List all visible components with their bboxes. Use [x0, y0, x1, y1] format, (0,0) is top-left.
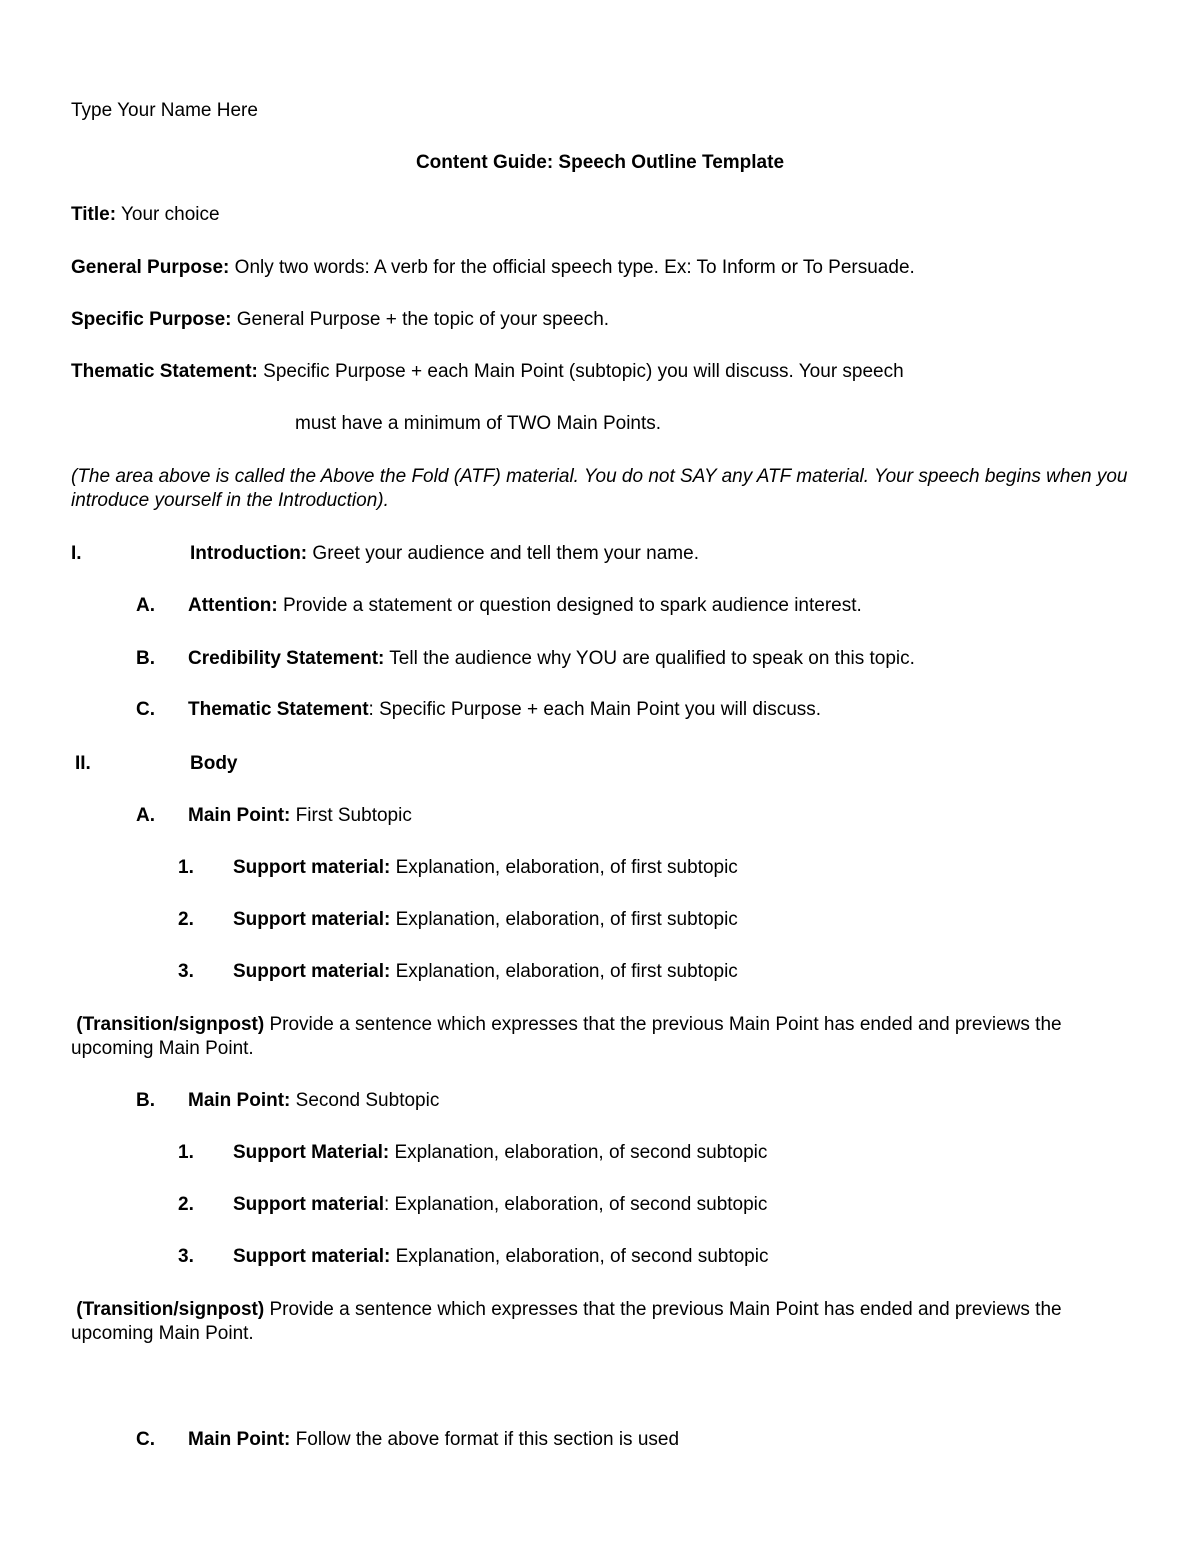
- main-point-c-text: Follow the above format if this section is used: [290, 1429, 680, 1450]
- specific-purpose-label: Specific Purpose:: [71, 309, 232, 330]
- thematic-statement-field: [71, 360, 904, 384]
- support-b3-label: Support material:: [233, 1246, 391, 1267]
- support-a3-marker: 3.: [178, 961, 194, 982]
- support-a3-text: Explanation, elaboration, of first subtopic: [390, 961, 738, 982]
- intro-marker-b: B.: [136, 648, 155, 669]
- attention-text: Provide a statement or question designed to spark audience interest.: [277, 595, 862, 616]
- support-b2: [233, 1193, 767, 1217]
- name-line: Type Your Name Here: [71, 100, 258, 121]
- title-field: [71, 203, 220, 227]
- intro-marker-a: A.: [136, 595, 155, 616]
- support-a2-label: Support material:: [233, 909, 391, 930]
- main-point-b-text: Second Subtopic: [290, 1090, 440, 1111]
- support-b1-marker: 1.: [178, 1142, 194, 1163]
- intro-item-credibility: [188, 647, 915, 671]
- numeral-intro: I.: [71, 543, 82, 564]
- support-b2-text: : Explanation, elaboration, of second subtopic: [383, 1194, 768, 1215]
- intro-marker-c: C.: [136, 699, 155, 720]
- main-point-a-text: First Subtopic: [290, 805, 412, 826]
- specific-purpose-field: [71, 308, 609, 332]
- body-marker-b: B.: [136, 1090, 155, 1111]
- main-point-a-label: Main Point:: [188, 805, 291, 826]
- body-marker-a: A.: [136, 805, 155, 826]
- support-a3-label: Support material:: [233, 961, 391, 982]
- main-point-b: [188, 1089, 439, 1113]
- support-a3: [233, 960, 738, 984]
- document-title: Content Guide: Speech Outline Template: [415, 152, 785, 173]
- title-text: Your choice: [116, 204, 220, 225]
- support-a2-text: Explanation, elaboration, of first subtopic: [390, 909, 738, 930]
- introduction-heading: [190, 542, 699, 566]
- intro-thematic-text: : Specific Purpose + each Main Point you will discuss.: [368, 699, 822, 720]
- transition-1-text: Provide a sentence which expresses that the previous Main Point has ended and previews the upcoming Main Point.: [71, 1014, 1062, 1059]
- intro-thematic-label: Thematic Statement: [188, 699, 369, 720]
- thematic-statement-label: Thematic Statement:: [71, 361, 258, 382]
- support-a1-text: Explanation, elaboration, of first subtopic: [390, 857, 738, 878]
- main-point-c-label: Main Point:: [188, 1429, 291, 1450]
- transition-2-label: (Transition/signpost): [76, 1299, 265, 1320]
- support-b2-label: Support material: [233, 1194, 384, 1215]
- transition-2-text: Provide a sentence which expresses that the previous Main Point has ended and previews the upcoming Main Point.: [71, 1299, 1062, 1344]
- support-a2-marker: 2.: [178, 909, 194, 930]
- credibility-text: Tell the audience why YOU are qualified to speak on this topic.: [384, 648, 915, 669]
- specific-purpose-text: General Purpose + the topic of your speech.: [231, 309, 610, 330]
- introduction-text: Greet your audience and tell them your name.: [307, 543, 699, 564]
- support-a1-marker: 1.: [178, 857, 194, 878]
- transition-1: [71, 1013, 1131, 1061]
- atf-note: (The area above is called the Above the Fold (ATF) material. You do not SAY any ATF material. Your speech begins when you introduce yourself in the Introduction).: [71, 466, 1128, 511]
- numeral-body: II.: [75, 753, 91, 774]
- transition-1-label: (Transition/signpost): [76, 1014, 265, 1035]
- support-a1: [233, 856, 738, 880]
- main-point-b-label: Main Point:: [188, 1090, 291, 1111]
- support-b1-label: Support Material:: [233, 1142, 390, 1163]
- body-marker-c: C.: [136, 1429, 155, 1450]
- intro-item-thematic: [188, 698, 821, 722]
- main-point-a: [188, 804, 412, 828]
- support-b1-text: Explanation, elaboration, of second subtopic: [389, 1142, 768, 1163]
- support-b3-marker: 3.: [178, 1246, 194, 1267]
- body-heading: Body: [190, 753, 238, 774]
- main-point-c: [188, 1428, 679, 1452]
- attention-label: Attention:: [188, 595, 278, 616]
- support-b2-marker: 2.: [178, 1194, 194, 1215]
- title-label: Title:: [71, 204, 117, 225]
- general-purpose-field: [71, 256, 915, 280]
- credibility-label: Credibility Statement:: [188, 648, 385, 669]
- general-purpose-text: Only two words: A verb for the official speech type. Ex: To Inform or To Persuade.: [229, 257, 915, 278]
- support-b3: [233, 1245, 768, 1269]
- thematic-statement-continuation: must have a minimum of TWO Main Points.: [295, 413, 662, 434]
- support-a2: [233, 908, 738, 932]
- general-purpose-label: General Purpose:: [71, 257, 230, 278]
- support-a1-label: Support material:: [233, 857, 391, 878]
- intro-item-attention: [188, 594, 862, 618]
- transition-2: [71, 1298, 1131, 1346]
- introduction-label: Introduction:: [190, 543, 308, 564]
- support-b1: [233, 1141, 767, 1165]
- thematic-statement-text: Specific Purpose + each Main Point (subtopic) you will discuss. Your speech: [257, 361, 904, 382]
- support-b3-text: Explanation, elaboration, of second subtopic: [390, 1246, 769, 1267]
